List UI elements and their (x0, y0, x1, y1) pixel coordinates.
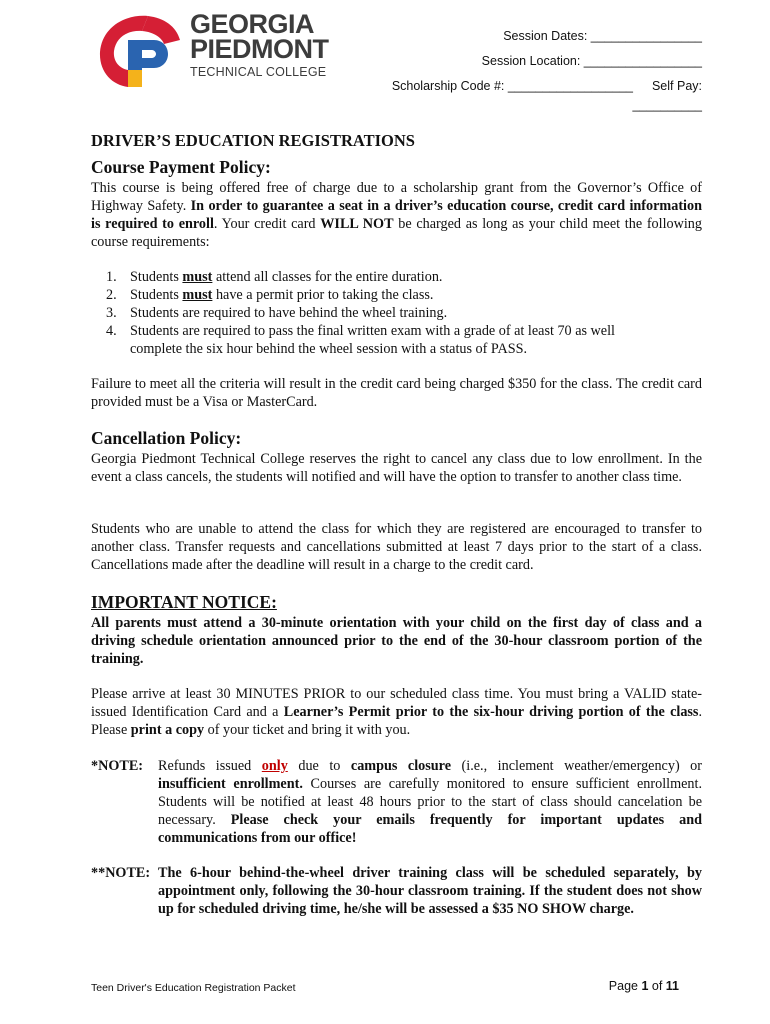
logo-line-piedmont: PIEDMONT (190, 34, 329, 64)
requirements-list (91, 268, 702, 358)
footer-packet-title: Teen Driver's Education Registration Packet (91, 982, 296, 994)
arrival-text: . Please (91, 704, 702, 738)
payment-text-end: be charged as long as your child meet the following course requirements: (91, 216, 702, 250)
scholarship-self-pay-row (392, 79, 702, 93)
list-number: 4. (106, 323, 117, 339)
note-text: due to (287, 758, 351, 774)
cancellation-paragraph-1: Georgia Piedmont Technical College reserves the right to cancel any class due to low enrollment. In the event a class cancels, the students will notified and will have the option to transfer to another class time. (91, 451, 702, 485)
payment-policy-heading: Course Payment Policy: (91, 157, 271, 177)
requirement-text: Students are required to have behind the wheel training. (130, 305, 448, 321)
campus-closure-text: campus closure (350, 758, 452, 774)
arrival-print-copy: print a copy (130, 722, 205, 738)
note-text: (i.e., inclement weather/emergency) or (451, 758, 702, 774)
insufficient-enrollment-text: insufficient enrollment. (158, 776, 303, 792)
requirement-emphasis: must (182, 269, 213, 285)
refund-only-emphasis: only (261, 758, 288, 774)
current-page: 1 (641, 979, 649, 993)
logo-line-georgia: GEORGIA (190, 9, 315, 39)
note-text: Refunds issued (158, 758, 262, 774)
self-pay-blank: __________ (632, 98, 702, 112)
note-label: **NOTE: (91, 865, 151, 881)
driving-schedule-note (91, 864, 702, 918)
arrival-text: Please arrive at least 30 MINUTES PRIOR to our scheduled class time. You must bring a VALID state-issued Identification Card and a (91, 686, 702, 720)
refund-note (91, 757, 702, 847)
driving-schedule-note-text: The 6-hour behind-the-wheel driver training class will be scheduled separately, by appointment only, following the 30-hour classroom training. If the student does not show up for scheduled driving time, he/she will be assessed a $35 NO SHOW charge. (158, 865, 702, 917)
requirement-item (91, 268, 702, 286)
list-number: 2. (106, 287, 117, 303)
requirement-item (91, 304, 702, 322)
requirement-text: Students are required to pass the final written exam with a grade of at least 70 as well complete the six hour behind the wheel session with a status of PASS. (130, 323, 615, 357)
self-pay-label: Self Pay: (651, 79, 702, 93)
college-logo (96, 9, 346, 88)
arrival-text: of your ticket and bring it with you. (204, 722, 411, 738)
arrival-paragraph (91, 685, 702, 739)
total-pages: 11 (665, 979, 679, 993)
requirement-text: Students (130, 269, 183, 285)
requirement-item (91, 322, 702, 358)
payment-text-mid: . Your credit card (213, 216, 321, 232)
important-notice-heading: IMPORTANT NOTICE: (91, 592, 277, 612)
logo-line-technical-college: TECHNICAL COLLEGE (190, 65, 327, 79)
arrival-permit-text: Learner’s Permit prior to the six-hour driving portion of the class (283, 704, 699, 720)
payment-text-intro: This course is being offered free of charge due to a scholarship grant from the Governor’s Office of Highway Safety. (91, 180, 702, 214)
payment-failure-paragraph: Failure to meet all the criteria will result in the credit card being charged $350 for the class. The credit card provided must be a Visa or MasterCard. (91, 376, 702, 410)
requirement-text: attend all classes for the entire duration. (212, 269, 443, 285)
requirement-item (91, 286, 702, 304)
session-location-field: Session Location: _________________ (481, 54, 702, 68)
payment-text-will-not: WILL NOT (320, 216, 394, 232)
college-logo-mark-icon (96, 12, 182, 88)
page-title: DRIVER’S EDUCATION REGISTRATIONS (91, 131, 415, 150)
list-number: 1. (106, 269, 117, 285)
page-word: Page (608, 979, 642, 993)
refund-note-text (158, 757, 702, 847)
session-dates-field: Session Dates: ________________ (503, 29, 702, 43)
note-label: *NOTE: (91, 758, 144, 774)
requirement-text: have a permit prior to taking the class. (212, 287, 434, 303)
note-text: Courses are carefully monitored to ensure sufficient enrollment. Students will be notified at least 48 hours prior to the start of class should cancelation be necessary. (158, 776, 702, 828)
requirement-text: Students (130, 287, 183, 303)
list-number: 3. (106, 305, 117, 321)
cancellation-paragraph-2: Students who are unable to attend the class for which they are registered are encouraged to transfer to another class. Transfer requests and cancellations submitted at least 7 days prior to the start of a class. Cancellations made after the deadline will result in a charge to the credit card. (91, 521, 702, 573)
cancellation-policy-heading: Cancellation Policy: (91, 428, 242, 448)
scholarship-code-field: Scholarship Code #: __________________ (391, 79, 633, 93)
payment-text-guarantee: In order to guarantee a seat in a driver’s education course, credit card information is required to enroll (91, 198, 702, 232)
of-word: of (648, 979, 666, 993)
page-number (609, 979, 679, 993)
check-emails-text: Please check your emails frequently for important updates and communications from our office! (158, 812, 702, 846)
payment-policy-paragraph (91, 179, 702, 251)
important-notice-paragraph: All parents must attend a 30-minute orientation with your child on the first day of class and a driving schedule orientation announced prior to the end of the 30-hour classroom portion of the training. (91, 615, 702, 667)
requirement-emphasis: must (182, 287, 213, 303)
